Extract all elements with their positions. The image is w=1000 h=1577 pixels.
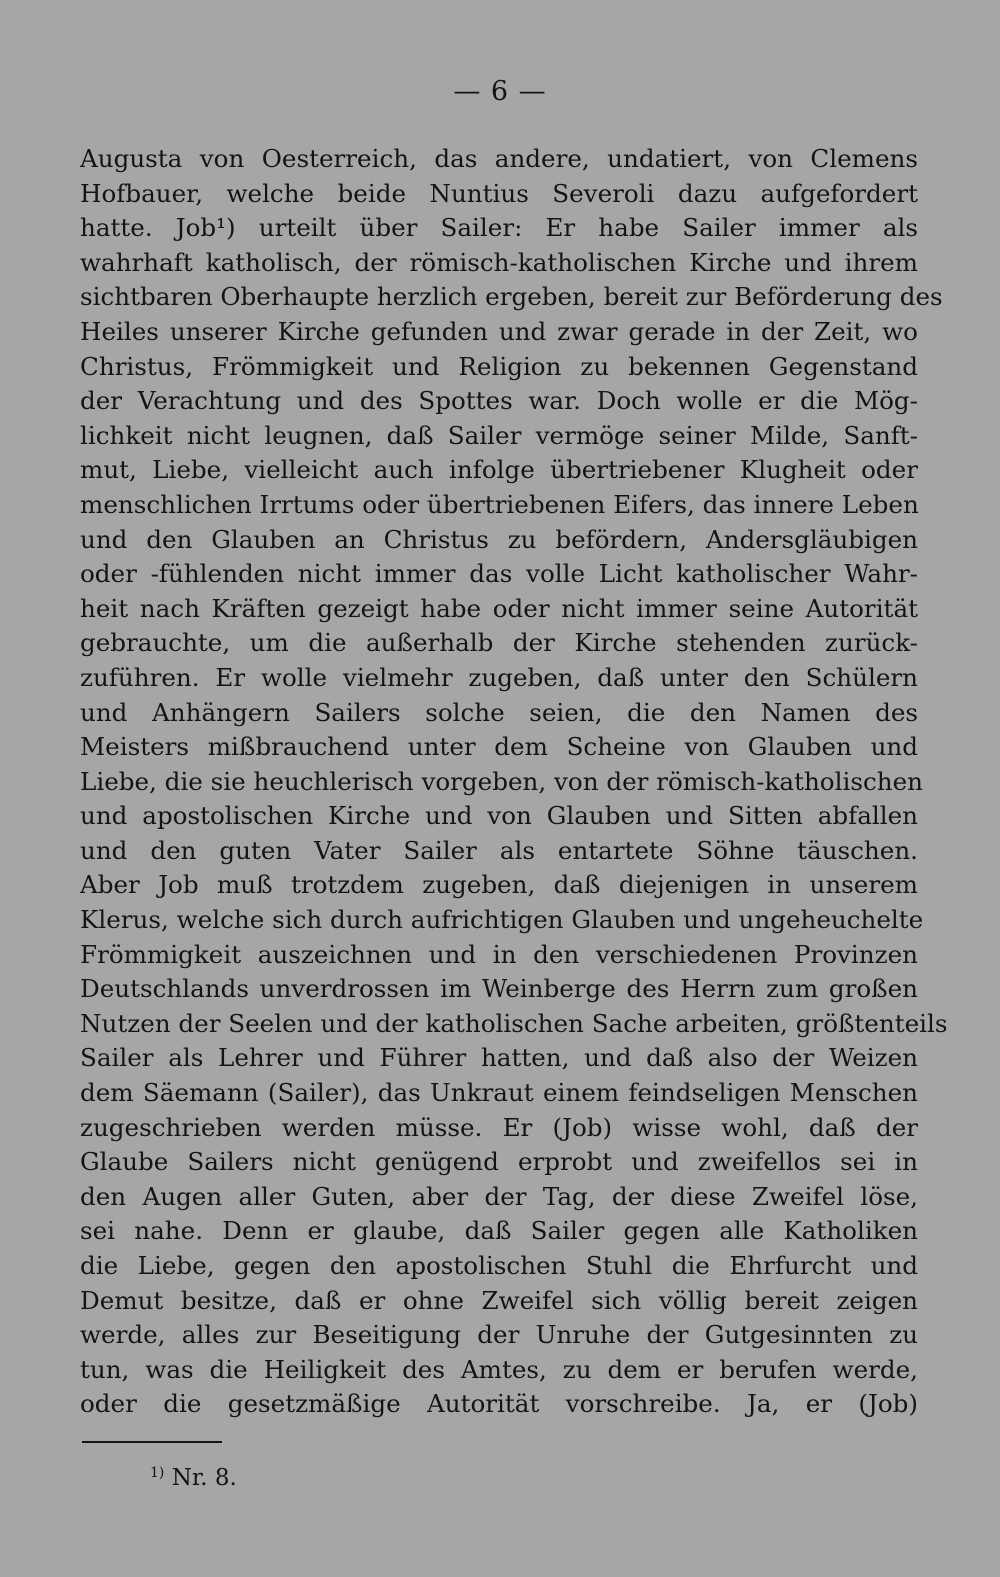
footnote-divider — [82, 1441, 222, 1443]
text-line: den Augen aller Guten, aber der Tag, der diese Zweifel löse, — [80, 1181, 918, 1211]
text-line: menschlichen Irrtums oder übertriebenen Eifers, das innere Leben — [80, 489, 919, 519]
text-line: und Anhängern Sailers solche seien, die den Namen des — [80, 697, 918, 727]
text-line: Liebe, die sie heuchlerisch vorgeben, von der römisch-katholischen — [80, 766, 923, 796]
footnote-text: Nr. 8. — [171, 1465, 237, 1491]
text-line: Deutschlands unverdrossen im Weinberge des Herrn zum großen — [80, 974, 918, 1004]
text-line: sei nahe. Denn er glaube, daß Sailer gegen alle Katholiken — [80, 1216, 918, 1246]
footnote-marker: 1) — [150, 1465, 165, 1481]
text-line: tun, was die Heiligkeit des Amtes, zu dem er berufen werde, — [80, 1354, 918, 1384]
text-line: der Verachtung und des Spottes war. Doch wolle er die Mög- — [80, 386, 918, 416]
text-line: und apostolischen Kirche und von Glauben und Sitten abfallen — [80, 801, 918, 831]
text-line: mut, Liebe, vielleicht auch infolge übertriebener Klugheit oder — [80, 455, 918, 485]
text-line: Meisters mißbrauchend unter dem Scheine von Glauben und — [80, 732, 918, 762]
text-line: werde, alles zur Beseitigung der Unruhe der Gutgesinnten zu — [80, 1320, 918, 1350]
text-line: Glaube Sailers nicht genügend erprobt und zweifellos sei in — [80, 1147, 918, 1177]
text-line: oder die gesetzmäßige Autorität vorschreibe. Ja, er (Job) — [80, 1389, 918, 1419]
text-line: lichkeit nicht leugnen, daß Sailer vermöge seiner Milde, Sanft- — [80, 420, 918, 450]
text-line: Frömmigkeit auszeichnen und in den verschiedenen Provinzen — [80, 939, 918, 969]
text-line: Augusta von Oesterreich, das andere, undatiert, von Clemens — [80, 144, 918, 173]
text-line: sichtbaren Oberhaupte herzlich ergeben, bereit zur Beförderung des — [80, 282, 943, 312]
text-line: zugeschrieben werden müsse. Er (Job) wisse wohl, daß der — [80, 1112, 918, 1142]
text-line: Christus, Frömmigkeit und Religion zu bekennen Gegenstand — [80, 351, 918, 381]
text-line: Sailer als Lehrer und Führer hatten, und daß also der Weizen — [80, 1043, 918, 1073]
text-line: Hofbauer, welche beide Nuntius Severoli dazu aufgefordert — [80, 178, 918, 208]
text-line: zuführen. Er wolle vielmehr zugeben, daß unter den Schülern — [80, 662, 918, 692]
body-text — [80, 142, 948, 1422]
text-line: wahrhaft katholisch, der römisch-katholischen Kirche und ihrem — [80, 247, 918, 277]
text-line: oder -fühlenden nicht immer das volle Licht katholischer Wahr- — [80, 559, 918, 589]
text-line: Nutzen der Seelen und der katholischen Sache arbeiten, größtenteils — [80, 1008, 948, 1038]
text-line: und den guten Vater Sailer als entartete Söhne täuschen. — [80, 835, 918, 865]
text-line: Demut besitze, daß er ohne Zweifel sich völlig bereit zeigen — [80, 1285, 918, 1315]
text-line: heit nach Kräften gezeigt habe oder nicht immer seine Autorität — [80, 593, 918, 623]
text-line: Heiles unserer Kirche gefunden und zwar gerade in der Zeit, wo — [80, 316, 918, 346]
footnote — [150, 1458, 237, 1493]
text-line: dem Säemann (Sailer), das Unkraut einem feindseligen Menschen — [80, 1078, 918, 1108]
page-number: — 6 — — [453, 76, 547, 107]
text-line: die Liebe, gegen den apostolischen Stuhl die Ehrfurcht und — [80, 1251, 918, 1280]
text-line: und den Glauben an Christus zu befördern, Andersgläubigen — [80, 524, 918, 554]
text-line: gebrauchte, um die außerhalb der Kirche stehenden zurück- — [80, 628, 918, 658]
text-line: Klerus, welche sich durch aufrichtigen Glauben und ungeheuchelte — [80, 905, 924, 935]
text-line: hatte. Job¹) urteilt über Sailer: Er habe Sailer immer als — [80, 213, 918, 243]
text-line: Aber Job muß trotzdem zugeben, daß diejenigen in unserem — [80, 870, 918, 900]
